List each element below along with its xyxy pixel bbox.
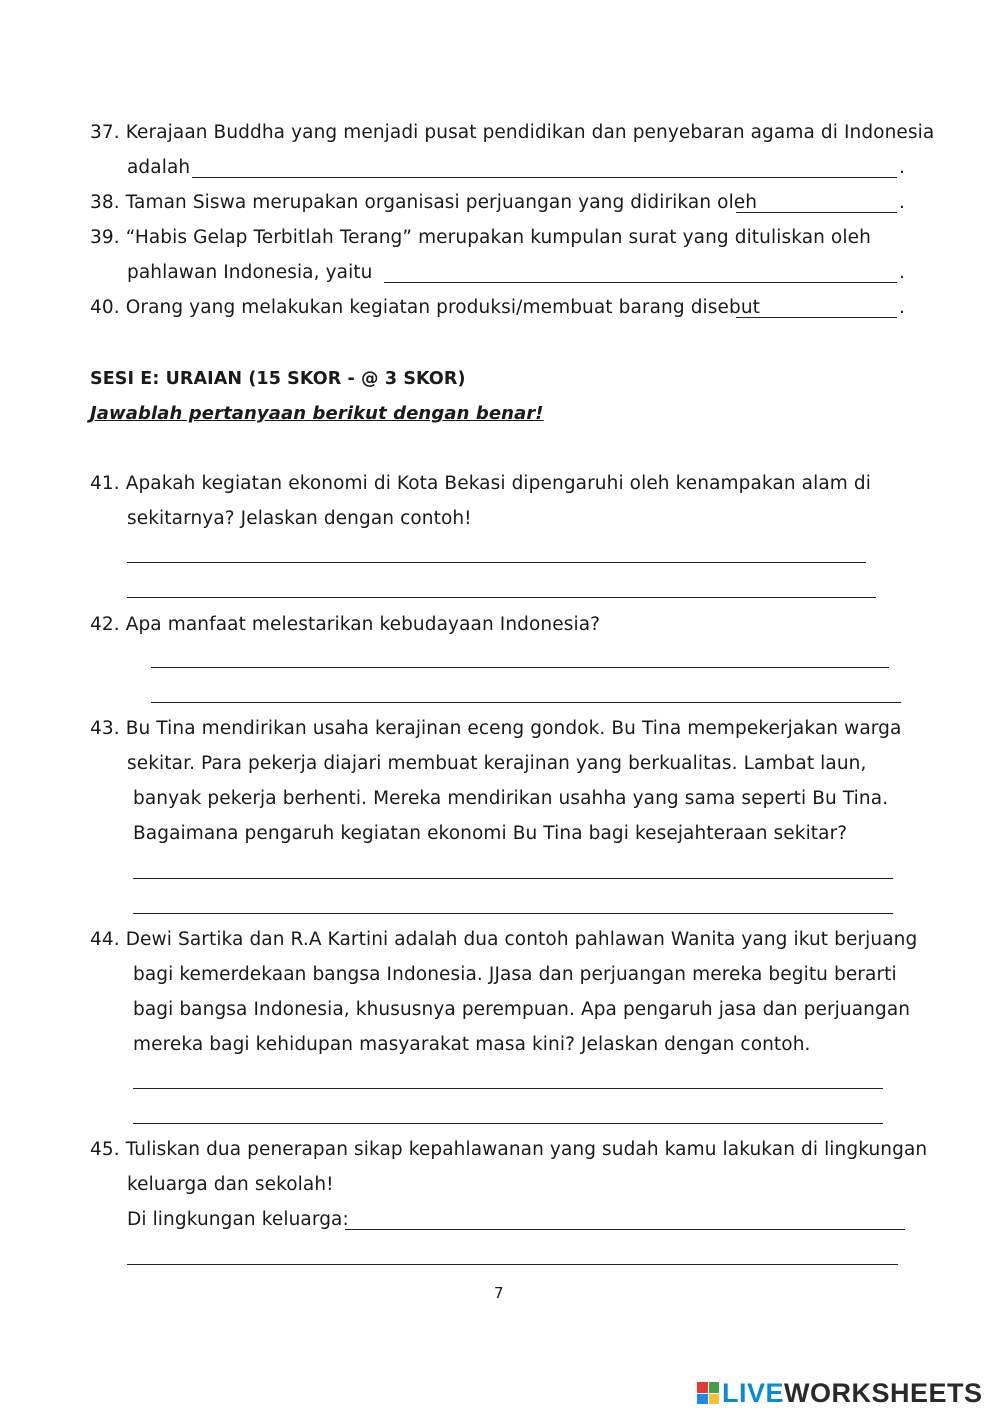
q45-line1: 45. Tuliskan dua penerapan sikap kepahlawanan yang sudah kamu lakukan di lingkungan (90, 1139, 928, 1160)
q37-line1: 37. Kerajaan Buddha yang menjadi pusat pendidikan dan penyebaran agama di Indonesia (90, 122, 935, 143)
q38-period: . (899, 192, 905, 213)
section-instruction: Jawablah pertanyaan berikut dengan benar! (90, 403, 544, 424)
page-number: 7 (494, 1284, 504, 1302)
liveworksheets-logo (697, 1378, 983, 1408)
q44-line1: 44. Dewi Sartika dan R.A Kartini adalah dua contoh pahlawan Wanita yang ikut berjuang (90, 929, 918, 950)
q37-period: . (899, 157, 905, 178)
q43-answer-line-1[interactable] (133, 878, 893, 879)
q42-line1: 42. Apa manfaat melestarikan kebudayaan Indonesia? (90, 614, 601, 635)
q43-line2: sekitar. Para pekerja diajari membuat kerajinan yang berkualitas. Lambat laun, (127, 753, 867, 774)
q39-line2: pahlawan Indonesia, yaitu (127, 262, 373, 283)
q44-answer-line-2[interactable] (133, 1123, 883, 1124)
q39-line1: 39. “Habis Gelap Terbitlah Terang” merupakan kumpulan surat yang dituliskan oleh (90, 227, 871, 248)
q41-answer-line-1[interactable] (127, 562, 866, 563)
q45-line2: keluarga dan sekolah! (127, 1174, 334, 1195)
q39-answer-blank[interactable] (384, 282, 897, 283)
q41-line2: sekitarnya? Jelaskan dengan contoh! (127, 508, 472, 529)
q41-line1: 41. Apakah kegiatan ekonomi di Kota Bekasi dipengaruhi oleh kenampakan alam di (90, 473, 871, 494)
q43-line1: 43. Bu Tina mendirikan usaha kerajinan eceng gondok. Bu Tina mempekerjakan warga (90, 718, 902, 739)
q43-line4: Bagaimana pengaruh kegiatan ekonomi Bu Tina bagi kesejahteraan sekitar? (133, 823, 848, 844)
q44-answer-line-1[interactable] (133, 1088, 883, 1089)
q42-answer-line-2[interactable] (151, 702, 901, 703)
q40-answer-blank[interactable] (736, 317, 897, 318)
section-title: SESI E: URAIAN (15 SKOR - @ 3 SKOR) (90, 369, 466, 389)
q45-family-answer-blank[interactable] (345, 1229, 905, 1230)
q39-period: . (899, 262, 905, 283)
q41-answer-line-2[interactable] (127, 597, 876, 598)
q40-period: . (899, 297, 905, 318)
q44-line4: mereka bagi kehidupan masyarakat masa kini? Jelaskan dengan contoh. (133, 1034, 811, 1055)
q44-line3: bagi bangsa Indonesia, khususnya perempuan. Apa pengaruh jasa dan perjuangan (133, 999, 911, 1020)
liveworksheets-logo-icon (697, 1382, 719, 1404)
q43-answer-line-2[interactable] (133, 913, 893, 914)
q37-line2: adalah (127, 157, 191, 178)
q38-line1: 38. Taman Siswa merupakan organisasi perjuangan yang didirikan oleh (90, 192, 758, 213)
q38-answer-blank[interactable] (736, 212, 897, 213)
q43-line3: banyak pekerja berhenti. Mereka mendirikan usahha yang sama seperti Bu Tina. (133, 788, 889, 809)
q45-line3: Di lingkungan keluarga: (127, 1209, 349, 1230)
q40-line1: 40. Orang yang melakukan kegiatan produksi/membuat barang disebut (90, 297, 761, 318)
q45-answer-line-2[interactable] (127, 1264, 898, 1265)
q44-line2: bagi kemerdekaan bangsa Indonesia. JJasa dan perjuangan mereka begitu berarti (133, 964, 897, 985)
liveworksheets-logo-text: LIVEWORKSHEETS (722, 1377, 983, 1408)
q37-answer-blank[interactable] (192, 177, 897, 178)
q42-answer-line-1[interactable] (151, 667, 889, 668)
